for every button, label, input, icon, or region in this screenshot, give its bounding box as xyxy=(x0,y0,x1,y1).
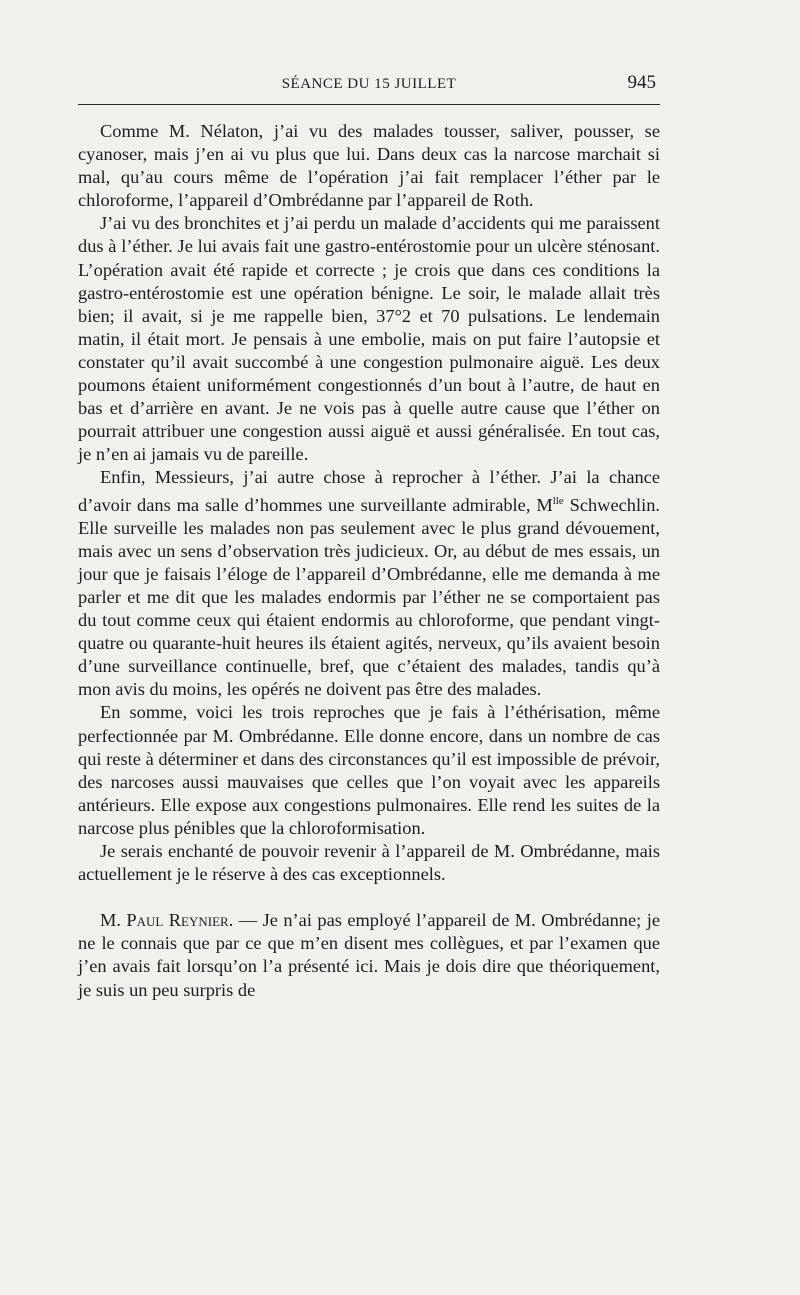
paragraph-1: Comme M. Nélaton, j’ai vu des malades tousser, saliver, pousser, se cyanoser, mais j’en ai vu plus que lui. Dans deux cas la narcose marchait si mal, qu’au cours même de l’opération j’ai fait remplacer l’éther par le chloroforme, l’appareil d’Ombrédanne par l’appareil de Roth. xyxy=(78,121,660,211)
paragraph-3-part-1: Enfin, Messieurs, j’ai autre chose à reprocher à l’éther. J’ai la chance d’avoir dans ma salle d’hommes une surveillante admirable, M xyxy=(78,467,660,515)
page-header xyxy=(78,72,660,98)
paragraph-2: J’ai vu des bronchites et j’ai perdu un malade d’accidents qui me paraissent dus à l’éther. Je lui avais fait une gastro-entérostomie pour un ulcère sténosant. L’opération avait été rapide et correcte ; je crois que dans ces conditions la gastro-entérostomie est une opération bénigne. Le soir, le malade allait très bien; il avait, si je me rappelle bien, 37°2 et 70 pulsations. Le lendemain matin, il était mort. Je pensais à une embolie, mais on put faire l’autopsie et constater qu’il avait succombé à une congestion pulmonaire aiguë. Les deux poumons étaient uniformément congestionnés d’un bout à l’autre, de haut en bas et d’arrière en avant. Je ne vois pas à quelle autre cause que l’éther on pourrait attribuer une congestion aussi aiguë et aussi généralisée. En tout cas, je n’en ai jamais vu de pareille. xyxy=(78,213,660,465)
paragraph-6-text: — Je n’ai pas employé l’appareil de M. Ombrédanne; je ne le connais que par ce que m’en disent mes collègues, et par l’examen que j’en avais fait lorsqu’on l’a présenté ici. Mais je dois dire que théoriquement, je suis un peu surpris de xyxy=(78,910,660,1000)
paragraph-5: Je serais enchanté de pouvoir revenir à l’appareil de M. Ombrédanne, mais actuellement je le réserve à des cas exceptionnels. xyxy=(78,841,660,885)
body-text xyxy=(78,120,660,1002)
superscript-lle: lle xyxy=(552,494,564,507)
paragraph-3-part-2: Schwechlin. Elle surveille les malades non pas seulement avec le plus grand dévouement, mais avec un sens d’observation très judicieux. Or, au début de mes essais, un jour que je faisais l’éloge de l’appareil d’Ombrédanne, elle me demanda à me parler et me dit que les malades endormis par l’éther ne se comportaient pas du tout comme ceux qui étaient endormis au chloroforme, que pendant vingt-quatre ou quarante-huit heures ils étaient agités, nerveux, qu’ils avaient besoin d’une surveillance continuelle, bref, que c’étaient des malades, tandis qu’à mon avis du moins, les opérés ne doivent pas être des malades. xyxy=(78,494,660,700)
paragraph-4: En somme, voici les trois reproches que je fais à l’éthérisation, même perfectionnée par M. Ombrédanne. Elle donne encore, dans un nombre de cas qui reste à déterminer et dans des circonstances qu’il est impossible de prévoir, des narcoses aussi mauvaises que celles que l’on voyait avec les appareils antérieurs. Elle expose aux congestions pulmonaires. Elle rend les suites de la narcose plus pénibles que la chloroformisation. xyxy=(78,702,660,838)
page-number: 945 xyxy=(627,72,656,93)
running-title: SÉANCE DU 15 JUILLET xyxy=(281,76,457,92)
header-rule xyxy=(78,104,660,105)
paragraph-3 xyxy=(78,466,660,701)
paragraph-6 xyxy=(78,909,660,1001)
speaker-name: M. Paul Reynier. xyxy=(100,910,234,931)
